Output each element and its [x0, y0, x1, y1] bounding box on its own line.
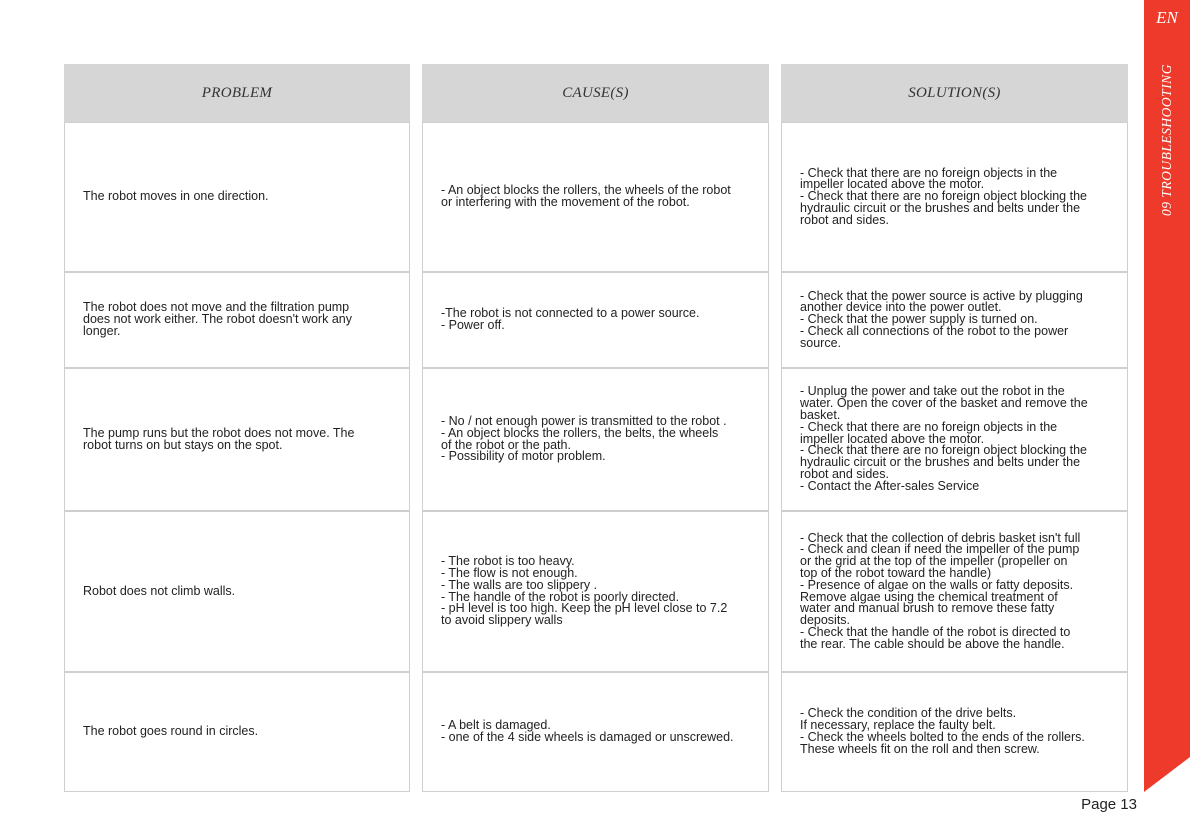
solution-text: - Check that the collection of debris basket isn't full - Check and clean if need the impeller of the pump or the grid at the top of the impeller (propeller on top of the robot toward the handle) - Presence of algae on the walls or fatty deposits. Remove algae using the chemical treatment of water and manual brush to remove these fatty deposits. - Check that the handle of the robot is directed to the rear. The cable should be above the handle. — [800, 530, 1081, 651]
problem-text: The robot goes round in circles. — [83, 724, 259, 739]
problem-text: Robot does not climb walls. — [83, 583, 236, 598]
solution-cell — [781, 672, 1128, 792]
solution-text: - Check that the power source is active by plugging another device into the power outlet. - Check that the power supply is turned on. - Check all connections of the robot to the power source. — [800, 288, 1083, 350]
problem-cell — [64, 272, 410, 368]
solution-text: - Check that there are no foreign objects in the impeller located above the motor. - Check that there are no foreign object blocking the hydraulic circuit or the brushes and belts under the robot and sides. — [800, 165, 1087, 227]
solution-cell — [781, 272, 1128, 368]
cause-text: - An object blocks the rollers, the wheels of the robot or interfering with the movement of the robot. — [441, 183, 731, 209]
cause-cell — [422, 272, 769, 368]
header-solution: SOLUTION(S) — [781, 64, 1128, 122]
problem-text: The robot does not move and the filtration pump does not work either. The robot doesn't work any longer. — [83, 300, 352, 338]
cause-text: - No / not enough power is transmitted to the robot . - An object blocks the rollers, the belts, the wheels of the robot or the path. - Possibility of motor problem. — [441, 413, 727, 464]
solution-text: - Unplug the power and take out the robot in the water. Open the cover of the basket and remove the basket. - Check that there are no foreign objects in the impeller located above the motor. - Check that there are no foreign object blocking the hydraulic circuit or the brushes and belts under the robot and sides. - Contact the After-sales Service — [800, 384, 1088, 493]
cause-text: -The robot is not connected to a power source. - Power off. — [441, 306, 700, 332]
header-problem: PROBLEM — [64, 64, 410, 122]
problem-cell — [64, 511, 410, 672]
language-label: EN — [1156, 8, 1178, 27]
solution-cell — [781, 122, 1128, 272]
solution-cell — [781, 368, 1128, 511]
solution-cell — [781, 511, 1128, 672]
cause-cell — [422, 368, 769, 511]
section-title: 09 TROUBLESHOOTING — [1159, 64, 1174, 216]
cause-cell — [422, 122, 769, 272]
problem-cell — [64, 122, 410, 272]
problem-cell — [64, 672, 410, 792]
solution-text: - Check the condition of the drive belts. If necessary, replace the faulty belt. - Check the wheels bolted to the ends of the rollers. These wheels fit on the roll and then screw. — [800, 706, 1085, 756]
cause-text: - A belt is damaged. - one of the 4 side wheels is damaged or unscrewed. — [441, 718, 734, 744]
cause-text: - The robot is too heavy. - The flow is not enough. - The walls are too slippery . - The handle of the robot is poorly directed. - pH level is too high. Keep the pH level close to 7.2 to avoid slippery walls — [441, 554, 728, 628]
page-number: Page 13 — [1081, 796, 1137, 813]
problem-cell — [64, 368, 410, 511]
cause-cell — [422, 672, 769, 792]
cause-cell — [422, 511, 769, 672]
problem-text: The pump runs but the robot does not move. The robot turns on but stays on the spot. — [83, 425, 355, 452]
header-cause: CAUSE(S) — [422, 64, 769, 122]
problem-text: The robot moves in one direction. — [83, 189, 269, 204]
